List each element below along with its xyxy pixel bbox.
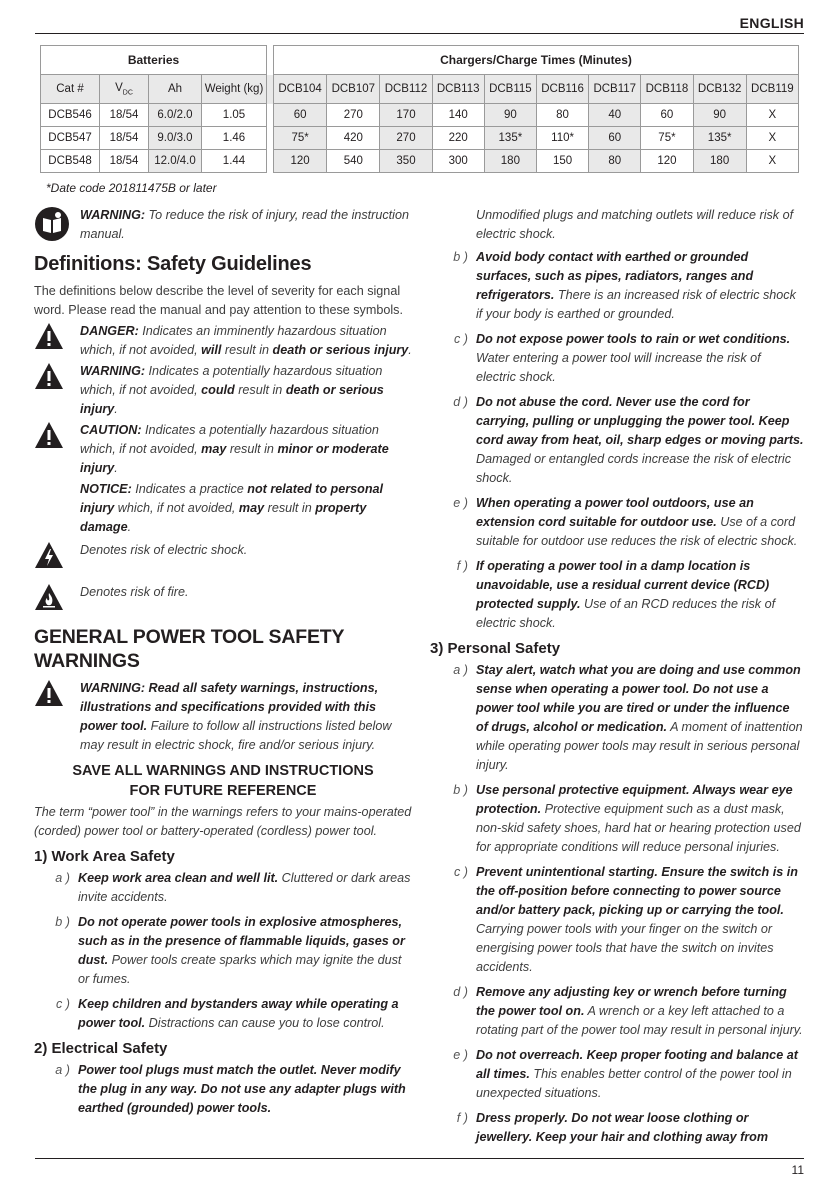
table-cell: 18/54 <box>100 127 149 150</box>
warning-definition: WARNING: Indicates a potentially hazardous situation which, if not avoided, could result in death or serious injury. <box>34 362 412 419</box>
col-header: DCB112 <box>380 75 432 104</box>
table-cell: 540 <box>327 150 380 173</box>
general-warning: WARNING: Read all safety warnings, instructions, illustrations and specifications provided with this power tool. Failure to follow all instructions listed below may result in electric shock, fire and/or serious injury. <box>34 679 412 755</box>
table-cell: 1.05 <box>202 104 267 127</box>
col-header: Ah <box>149 75 202 104</box>
table-cell: 110* <box>536 127 588 150</box>
danger-definition: DANGER: Indicates an imminently hazardous situation which, if not avoided, will result in death or serious injury. <box>34 322 412 360</box>
table-cell: 150 <box>536 150 588 173</box>
read-manual-icon <box>34 206 70 242</box>
electric-shock-icon <box>34 541 64 569</box>
col-header: Weight (kg) <box>202 75 267 104</box>
fire-icon <box>34 583 64 611</box>
table-footnote: *Date code 201811475B or later <box>46 181 217 195</box>
table-cell: DCB547 <box>41 127 100 150</box>
list-item: f ) Dress properly. Do not wear loose clothing or jewellery. Keep your hair and clothing away from <box>456 1111 769 1144</box>
table-cell: 60 <box>589 127 641 150</box>
col-header: DCB117 <box>589 75 641 104</box>
electric-shock-definition: Denotes risk of electric shock. <box>34 541 412 569</box>
caution-definition: CAUTION: Indicates a potentially hazardous situation which, if not avoided, may result in minor or moderate injury. <box>34 421 412 478</box>
list-item: a ) Keep work area clean and well lit. Cluttered or dark areas invite accidents. <box>55 871 411 904</box>
list-item: d ) Remove any adjusting key or wrench before turning the power tool on. A wrench or a key left attached to a rotating part of the power tool may result in personal injury. <box>453 985 803 1037</box>
table-cell: 135* <box>693 127 746 150</box>
battery-charger-table <box>40 45 799 173</box>
table-cell: 12.0/4.0 <box>149 150 202 173</box>
fire-definition: Denotes risk of fire. <box>34 583 412 611</box>
list-item: e ) Do not overreach. Keep proper footing and balance at all times. This enables better control of the power tool in unexpected situations. <box>453 1048 798 1100</box>
definitions-intro: The definitions below describe the level of severity for each signal word. Please read the manual and pay attention to these symbols. <box>34 284 403 317</box>
table-cell: 6.0/2.0 <box>149 104 202 127</box>
table-cell: 80 <box>589 150 641 173</box>
table-cell: DCB546 <box>41 104 100 127</box>
work-area-safety-list <box>34 869 412 1033</box>
electrical-safety-title: 2) Electrical Safety <box>34 1040 168 1057</box>
list-item: b ) Avoid body contact with earthed or grounded surfaces, such as pipes, radiators, ranges and refrigerators. There is an increased risk of electric shock if your body is earthed or grounded. <box>453 250 796 321</box>
electrical-safety-list <box>432 248 804 633</box>
col-header: DCB104 <box>274 75 327 104</box>
table-cell: 350 <box>380 150 432 173</box>
table-cell: 120 <box>274 150 327 173</box>
warning-triangle-icon <box>34 362 64 390</box>
table-cell: 60 <box>641 104 693 127</box>
table-row <box>41 127 799 150</box>
list-item: b ) Do not operate power tools in explosive atmospheres, such as in the presence of flammable liquids, gases or dust. Power tools create sparks which may ignite the dust or fumes. <box>55 915 405 986</box>
list-item: a ) Stay alert, watch what you are doing and use common sense when operating a power tool. Do not use a power tool while you are tired or under the influence of drugs, alcohol or medication. A moment of inattention while operating power tools may result in serious personal injury. <box>453 663 803 772</box>
table-cell: 180 <box>484 150 536 173</box>
table-cell: 75* <box>274 127 327 150</box>
table-row <box>41 104 799 127</box>
table-cell: 18/54 <box>100 150 149 173</box>
general-warnings-title: GENERAL POWER TOOL SAFETY WARNINGS <box>34 626 344 672</box>
caution-triangle-icon <box>34 421 64 449</box>
col-header: DCB132 <box>693 75 746 104</box>
col-header: Cat # <box>41 75 100 104</box>
table-cell: 75* <box>641 127 693 150</box>
language-label: ENGLISH <box>739 15 804 31</box>
table-cell: X <box>746 104 798 127</box>
work-area-safety-title: 1) Work Area Safety <box>34 848 175 865</box>
danger-triangle-icon <box>34 322 64 350</box>
col-header: DCB113 <box>432 75 484 104</box>
personal-safety-list <box>432 661 804 1147</box>
table-cell: 90 <box>484 104 536 127</box>
notice-definition: NOTICE: Indicates a practice not related to personal injury which, if not avoided, may result in property damage. <box>80 482 384 534</box>
col-header: DCB118 <box>641 75 693 104</box>
table-cell: 170 <box>380 104 432 127</box>
save-instructions-heading: SAVE ALL WARNINGS AND INSTRUCTIONS FOR FUTURE REFERENCE <box>72 763 374 799</box>
table-group-chargers: Chargers/Charge Times (Minutes) <box>274 46 799 75</box>
col-header: $V_{DC}$ <box>100 75 149 104</box>
table-cell: 220 <box>432 127 484 150</box>
right-column <box>432 206 804 1153</box>
table-row <box>41 150 799 173</box>
col-header: DCB107 <box>327 75 380 104</box>
table-cell: 1.46 <box>202 127 267 150</box>
warning-triangle-icon <box>34 679 64 707</box>
list-item: a ) Power tool plugs must match the outlet. Never modify the plug in any way. Do not use any adapter plugs with earthed (grounded) power tools. <box>55 1063 406 1115</box>
list-item: f ) If operating a power tool in a damp location is unavoidable, use a residual current device (RCD) protected supply. Use of an RCD reduces the risk of electric shock. <box>456 559 776 630</box>
list-item: c ) Do not expose power tools to rain or wet conditions. Water entering a power tool will increase the risk of electric shock. <box>454 332 791 384</box>
col-header: DCB115 <box>484 75 536 104</box>
page-number: 11 <box>791 1163 804 1177</box>
table-cell: DCB548 <box>41 150 100 173</box>
table-cell: 60 <box>274 104 327 127</box>
col-header: DCB119 <box>746 75 798 104</box>
table-cell: 40 <box>589 104 641 127</box>
header-rule <box>35 33 804 34</box>
list-item: c ) Keep children and bystanders away while operating a power tool. Distractions can cause you to lose control. <box>56 997 399 1030</box>
table-cell: 140 <box>432 104 484 127</box>
table-cell: 135* <box>484 127 536 150</box>
list-item: d ) Do not abuse the cord. Never use the cord for carrying, pulling or unplugging the power tool. Keep cord away from heat, oil, sharp edges or moving parts. Damaged or entangled cords increase the risk of electric shock. <box>453 395 804 485</box>
table-cell: X <box>746 150 798 173</box>
table-cell: 270 <box>380 127 432 150</box>
electrical-safety-a-continued: Unmodified plugs and matching outlets will reduce risk of electric shock. <box>476 208 794 241</box>
footer-rule <box>35 1158 804 1159</box>
table-cell: 180 <box>693 150 746 173</box>
warning-read-manual: WARNING: To reduce the risk of injury, read the instruction manual. <box>34 206 412 244</box>
table-group-batteries: Batteries <box>41 46 267 75</box>
col-header: DCB116 <box>536 75 588 104</box>
left-column <box>34 206 412 1124</box>
table-cell: 420 <box>327 127 380 150</box>
list-item: b ) Use personal protective equipment. Always wear eye protection. Protective equipment such as a dust mask, non-skid safety shoes, hard hat or hearing protection used for appropriate conditions will reduce personal injuries. <box>453 783 801 854</box>
personal-safety-title: 3) Personal Safety <box>430 640 561 657</box>
power-tool-term-note: The term “power tool” in the warnings refers to your mains-operated (corded) power tool or battery-operated (cordless) power tool. <box>34 805 412 838</box>
list-item: c ) Prevent unintentional starting. Ensure the switch is in the off-position before connecting to power source and/or battery pack, picking up or carrying the tool. Carrying power tools with your finger on the switch or energising power tools that have the switch on invites accidents. <box>454 865 798 974</box>
table-cell: 18/54 <box>100 104 149 127</box>
table-cell: X <box>746 127 798 150</box>
table-cell: 270 <box>327 104 380 127</box>
list-item: e ) When operating a power tool outdoors, use an extension cord suitable for outdoor use. Use of a cord suitable for outdoor use reduces the risk of electric shock. <box>453 496 798 548</box>
table-cell: 300 <box>432 150 484 173</box>
table-cell: 120 <box>641 150 693 173</box>
definitions-title: Definitions: Safety Guidelines <box>34 253 312 275</box>
table-cell: 90 <box>693 104 746 127</box>
table-cell: 80 <box>536 104 588 127</box>
table-cell: 9.0/3.0 <box>149 127 202 150</box>
table-cell: 1.44 <box>202 150 267 173</box>
